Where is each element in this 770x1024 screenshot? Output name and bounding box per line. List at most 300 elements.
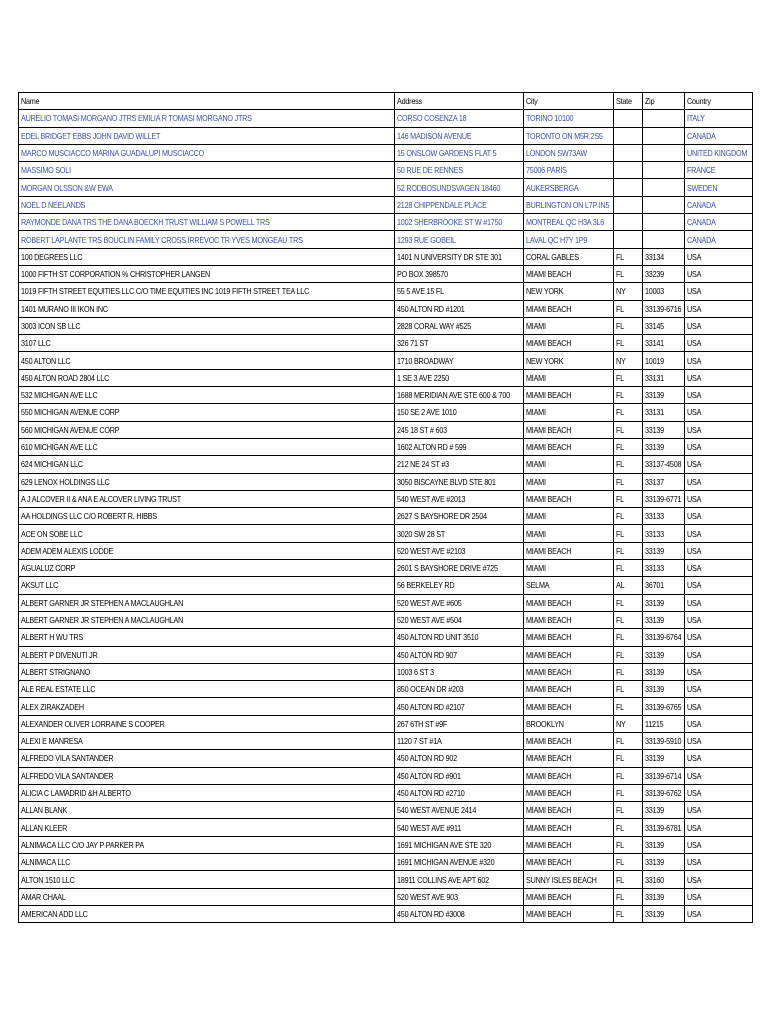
cell-city: MIAMI BEACH	[524, 300, 614, 317]
cell-name: ALBERT GARNER JR STEPHEN A MACLAUGHLAN	[19, 594, 395, 611]
cell-address: 1293 RUE GOBEIL	[395, 231, 524, 248]
cell-country: USA	[685, 681, 753, 698]
cell-name: 450 ALTON ROAD 2804 LLC	[19, 369, 395, 386]
table-row	[19, 629, 753, 646]
cell-address: 540 WEST AVE #911	[395, 819, 524, 836]
cell-zip: 33139-6771	[643, 490, 685, 507]
cell-state: FL	[614, 871, 643, 888]
cell-address: 450 ALTON RD #901	[395, 767, 524, 784]
cell-state	[614, 179, 643, 196]
cell-city: MIAMI BEACH	[524, 611, 614, 628]
cell-state: FL	[614, 888, 643, 905]
cell-state: FL	[614, 335, 643, 352]
cell-country: USA	[685, 473, 753, 490]
table-row	[19, 646, 753, 663]
cell-name: ALLAN KLEER	[19, 819, 395, 836]
cell-city: MIAMI	[524, 404, 614, 421]
cell-zip: 33133	[643, 560, 685, 577]
table-row	[19, 265, 753, 282]
header-country: Country	[685, 93, 753, 110]
cell-country: USA	[685, 560, 753, 577]
table-row	[19, 508, 753, 525]
cell-zip: 33133	[643, 525, 685, 542]
cell-city: NEW YORK	[524, 283, 614, 300]
cell-zip: 10003	[643, 283, 685, 300]
cell-state: FL	[614, 819, 643, 836]
cell-name: NOEL D NEELANDS	[19, 196, 395, 213]
cell-zip: 33134	[643, 248, 685, 265]
cell-country: USA	[685, 836, 753, 853]
cell-country: USA	[685, 387, 753, 404]
cell-address: 450 ALTON RD #2107	[395, 698, 524, 715]
cell-state	[614, 196, 643, 213]
cell-city: MIAMI BEACH	[524, 905, 614, 922]
table-row	[19, 162, 753, 179]
table-row	[19, 611, 753, 628]
cell-address: 18911 COLLINS AVE APT 602	[395, 871, 524, 888]
cell-address: 2828 CORAL WAY #525	[395, 317, 524, 334]
cell-city: MIAMI	[524, 317, 614, 334]
cell-address: 450 ALTON RD #1201	[395, 300, 524, 317]
cell-state: FL	[614, 905, 643, 922]
cell-city: TORINO 10100	[524, 110, 614, 127]
table-row	[19, 127, 753, 144]
cell-zip: 33139	[643, 888, 685, 905]
table-body	[19, 110, 753, 923]
table-row	[19, 525, 753, 542]
cell-zip: 33131	[643, 404, 685, 421]
cell-zip: 33141	[643, 335, 685, 352]
cell-state: FL	[614, 732, 643, 749]
cell-zip: 33139-6781	[643, 819, 685, 836]
table-row	[19, 179, 753, 196]
table-row	[19, 698, 753, 715]
cell-address: 212 NE 24 ST #3	[395, 456, 524, 473]
cell-country: CANADA	[685, 214, 753, 231]
cell-city: MIAMI BEACH	[524, 594, 614, 611]
cell-state: FL	[614, 525, 643, 542]
cell-name: ALBERT STRIGNANO	[19, 663, 395, 680]
cell-address: 245 18 ST # 603	[395, 421, 524, 438]
table-row	[19, 404, 753, 421]
table-row	[19, 784, 753, 801]
cell-state: FL	[614, 836, 643, 853]
cell-city: MIAMI BEACH	[524, 767, 614, 784]
cell-city: MIAMI BEACH	[524, 888, 614, 905]
cell-address: 150 SE 2 AVE 1010	[395, 404, 524, 421]
cell-city: MIAMI BEACH	[524, 784, 614, 801]
cell-country: USA	[685, 352, 753, 369]
cell-city: MIAMI BEACH	[524, 438, 614, 455]
table-row	[19, 456, 753, 473]
cell-country: USA	[685, 629, 753, 646]
cell-zip: 33139	[643, 594, 685, 611]
cell-name: ALEX ZIRAKZADEH	[19, 698, 395, 715]
cell-name: 3107 LLC	[19, 335, 395, 352]
cell-zip: 33139	[643, 854, 685, 871]
cell-name: 629 LENOX HOLDINGS LLC	[19, 473, 395, 490]
cell-address: PO BOX 398570	[395, 265, 524, 282]
cell-address: 267 6TH ST #9F	[395, 715, 524, 732]
table-row	[19, 663, 753, 680]
cell-state: NY	[614, 283, 643, 300]
cell-city: MIAMI BEACH	[524, 542, 614, 559]
table-row	[19, 387, 753, 404]
cell-country: USA	[685, 819, 753, 836]
cell-state: NY	[614, 715, 643, 732]
cell-country: ITALY	[685, 110, 753, 127]
cell-zip	[643, 127, 685, 144]
cell-address: 520 WEST AVE #605	[395, 594, 524, 611]
cell-city: MIAMI BEACH	[524, 819, 614, 836]
cell-country: USA	[685, 750, 753, 767]
cell-state: FL	[614, 698, 643, 715]
cell-address: 1602 ALTON RD # 599	[395, 438, 524, 455]
cell-address: 55 5 AVE 15 FL	[395, 283, 524, 300]
table-row	[19, 438, 753, 455]
cell-country: USA	[685, 715, 753, 732]
cell-city: MIAMI BEACH	[524, 681, 614, 698]
cell-address: 540 WEST AVE #2013	[395, 490, 524, 507]
cell-country: USA	[685, 421, 753, 438]
cell-country: CANADA	[685, 196, 753, 213]
cell-zip	[643, 179, 685, 196]
cell-zip: 33139-6716	[643, 300, 685, 317]
table-row	[19, 871, 753, 888]
cell-name: 1000 FIFTH ST CORPORATION % CHRISTOPHER LANGEN	[19, 265, 395, 282]
header-name: Name	[19, 93, 395, 110]
cell-city: BURLINGTON ON L7P IN5	[524, 196, 614, 213]
cell-country: USA	[685, 646, 753, 663]
cell-address: 1002 SHERBROOKE ST W #1750	[395, 214, 524, 231]
cell-name: AURELIO TOMASI MORGANO JTRS EMILIA R TOMASI MORGANO JTRS	[19, 110, 395, 127]
table-row	[19, 144, 753, 161]
cell-state	[614, 214, 643, 231]
cell-state: FL	[614, 767, 643, 784]
cell-city: MIAMI BEACH	[524, 490, 614, 507]
cell-zip: 33139	[643, 663, 685, 680]
cell-address: 540 WEST AVENUE 2414	[395, 802, 524, 819]
cell-address: 3050 BISCAYNE BLVD STE 801	[395, 473, 524, 490]
header-state: State	[614, 93, 643, 110]
cell-zip: 33139	[643, 750, 685, 767]
cell-city: LAVAL QC H7Y 1P9	[524, 231, 614, 248]
cell-address: 50 RUE DE RENNES	[395, 162, 524, 179]
cell-city: MIAMI BEACH	[524, 802, 614, 819]
header-address: Address	[395, 93, 524, 110]
table-row	[19, 854, 753, 871]
cell-zip: 33139	[643, 681, 685, 698]
cell-country: USA	[685, 767, 753, 784]
table-row	[19, 369, 753, 386]
cell-name: ROBERT LAPLANTE TRS BOUCLIN FAMILY CROSS IRREVOC TR YVES MONGEAU TRS	[19, 231, 395, 248]
owners-table	[18, 92, 753, 923]
cell-state: NY	[614, 352, 643, 369]
cell-country: USA	[685, 888, 753, 905]
cell-zip: 33139-6762	[643, 784, 685, 801]
cell-zip: 33139-6714	[643, 767, 685, 784]
header-zip: Zip	[643, 93, 685, 110]
cell-address: 450 ALTON RD UNIT 3510	[395, 629, 524, 646]
cell-city: SELMA	[524, 577, 614, 594]
cell-state: FL	[614, 369, 643, 386]
cell-zip: 33137	[643, 473, 685, 490]
cell-country: USA	[685, 283, 753, 300]
cell-zip: 33139	[643, 438, 685, 455]
cell-state: FL	[614, 421, 643, 438]
cell-zip: 33139	[643, 836, 685, 853]
cell-name: ALE REAL ESTATE LLC	[19, 681, 395, 698]
cell-name: ALFREDO VILA SANTANDER	[19, 767, 395, 784]
cell-zip: 33139	[643, 611, 685, 628]
cell-country: SWEDEN	[685, 179, 753, 196]
cell-country: USA	[685, 594, 753, 611]
cell-name: EDEL BRIDGET EBBS JOHN DAVID WILLET	[19, 127, 395, 144]
cell-zip: 33139	[643, 905, 685, 922]
table-row	[19, 594, 753, 611]
cell-address: 1003 6 ST 3	[395, 663, 524, 680]
cell-address: 1710 BROADWAY	[395, 352, 524, 369]
table-row	[19, 352, 753, 369]
cell-city: MONTREAL QC H3A 3L6	[524, 214, 614, 231]
cell-country: USA	[685, 663, 753, 680]
cell-city: SUNNY ISLES BEACH	[524, 871, 614, 888]
table-row	[19, 819, 753, 836]
cell-name: MARCO MUSCIACCO MARINA GUADALUPI MUSCIACCO	[19, 144, 395, 161]
cell-name: 532 MICHIGAN AVE LLC	[19, 387, 395, 404]
cell-name: ALNIMACA LLC C/O JAY P PARKER PA	[19, 836, 395, 853]
table-row	[19, 681, 753, 698]
cell-zip: 33239	[643, 265, 685, 282]
cell-country: FRANCE	[685, 162, 753, 179]
cell-city: MIAMI BEACH	[524, 629, 614, 646]
cell-name: MORGAN OLSSON &W EWA	[19, 179, 395, 196]
cell-name: ALBERT H WU TRS	[19, 629, 395, 646]
cell-country: USA	[685, 490, 753, 507]
cell-country: USA	[685, 577, 753, 594]
cell-state	[614, 127, 643, 144]
cell-city: MIAMI	[524, 560, 614, 577]
cell-state	[614, 110, 643, 127]
table-row	[19, 767, 753, 784]
cell-country: USA	[685, 404, 753, 421]
cell-city: 75006 PARIS	[524, 162, 614, 179]
cell-city: MIAMI	[524, 525, 614, 542]
cell-address: 1401 N UNIVERSITY DR STE 301	[395, 248, 524, 265]
cell-city: TORONTO ON M5R 2S5	[524, 127, 614, 144]
table-row	[19, 110, 753, 127]
cell-zip: 33145	[643, 317, 685, 334]
cell-state: FL	[614, 646, 643, 663]
table-row	[19, 317, 753, 334]
cell-name: AKSUT LLC	[19, 577, 395, 594]
cell-name: RAYMONDE DANA TRS THE DANA BOECKH TRUST WILLIAM S POWELL TRS	[19, 214, 395, 231]
cell-address: 52 RODBOSUNDSVAGEN 18460	[395, 179, 524, 196]
cell-name: AMAR CHAAL	[19, 888, 395, 905]
cell-city: MIAMI BEACH	[524, 698, 614, 715]
table-row	[19, 888, 753, 905]
cell-state: FL	[614, 404, 643, 421]
cell-state: FL	[614, 681, 643, 698]
cell-address: 1 SE 3 AVE 2250	[395, 369, 524, 386]
cell-city: CORAL GABLES	[524, 248, 614, 265]
cell-state: FL	[614, 629, 643, 646]
cell-country: CANADA	[685, 231, 753, 248]
cell-country: USA	[685, 542, 753, 559]
cell-address: 15 ONSLOW GARDENS FLAT 5	[395, 144, 524, 161]
cell-address: 450 ALTON RD 907	[395, 646, 524, 663]
cell-state: FL	[614, 300, 643, 317]
cell-zip: 33139-6764	[643, 629, 685, 646]
cell-state: FL	[614, 854, 643, 871]
cell-country: USA	[685, 369, 753, 386]
cell-state: FL	[614, 802, 643, 819]
cell-address: 1120 7 ST #1A	[395, 732, 524, 749]
cell-country: UNITED KINGDOM	[685, 144, 753, 161]
cell-city: MIAMI BEACH	[524, 663, 614, 680]
table-row	[19, 335, 753, 352]
cell-country: USA	[685, 456, 753, 473]
cell-name: ALFREDO VILA SANTANDER	[19, 750, 395, 767]
table-row	[19, 473, 753, 490]
cell-name: ALTON 1510 LLC	[19, 871, 395, 888]
cell-name: 560 MICHIGAN AVENUE CORP	[19, 421, 395, 438]
cell-name: 450 ALTON LLC	[19, 352, 395, 369]
cell-name: ACE ON SOBE LLC	[19, 525, 395, 542]
cell-city: MIAMI BEACH	[524, 854, 614, 871]
cell-city: MIAMI BEACH	[524, 836, 614, 853]
cell-name: ALBERT GARNER JR STEPHEN A MACLAUGHLAN	[19, 611, 395, 628]
cell-city: MIAMI BEACH	[524, 421, 614, 438]
cell-zip	[643, 214, 685, 231]
cell-address: 1688 MERIDIAN AVE STE 600 & 700	[395, 387, 524, 404]
cell-address: 56 BERKELEY RD	[395, 577, 524, 594]
cell-city: LONDON SW73AW	[524, 144, 614, 161]
cell-state: FL	[614, 387, 643, 404]
cell-country: USA	[685, 784, 753, 801]
cell-address: 450 ALTON RD 902	[395, 750, 524, 767]
cell-zip	[643, 231, 685, 248]
cell-state: FL	[614, 473, 643, 490]
cell-city: MIAMI BEACH	[524, 265, 614, 282]
cell-city: MIAMI	[524, 473, 614, 490]
table-row	[19, 196, 753, 213]
cell-country: USA	[685, 248, 753, 265]
cell-city: NEW YORK	[524, 352, 614, 369]
cell-name: ALBERT P DIVENUTI JR	[19, 646, 395, 663]
cell-zip: 33139-5910	[643, 732, 685, 749]
cell-zip	[643, 196, 685, 213]
table-row	[19, 905, 753, 922]
cell-state: FL	[614, 784, 643, 801]
cell-name: ALICIA C LAMADRID &H ALBERTO	[19, 784, 395, 801]
table-row	[19, 542, 753, 559]
cell-zip: 36701	[643, 577, 685, 594]
cell-state: FL	[614, 317, 643, 334]
cell-address: 450 ALTON RD #3008	[395, 905, 524, 922]
cell-city: MIAMI BEACH	[524, 387, 614, 404]
cell-state: FL	[614, 248, 643, 265]
cell-address: 2601 S BAYSHORE DRIVE #725	[395, 560, 524, 577]
cell-country: USA	[685, 300, 753, 317]
cell-address: 850 OCEAN DR #203	[395, 681, 524, 698]
cell-zip	[643, 162, 685, 179]
cell-name: ADEM ADEM ALEXIS LODDE	[19, 542, 395, 559]
cell-state: FL	[614, 438, 643, 455]
header-row	[19, 93, 753, 110]
cell-state	[614, 231, 643, 248]
cell-city: MIAMI BEACH	[524, 646, 614, 663]
cell-address: 1691 MICHIGAN AVENUE #320	[395, 854, 524, 871]
cell-state: FL	[614, 594, 643, 611]
cell-state: AL	[614, 577, 643, 594]
cell-address: 520 WEST AVE #504	[395, 611, 524, 628]
table-row	[19, 490, 753, 507]
cell-country: USA	[685, 525, 753, 542]
table-row	[19, 577, 753, 594]
cell-country: USA	[685, 317, 753, 334]
cell-address: 520 WEST AVE #2103	[395, 542, 524, 559]
cell-name: ALEXANDER OLIVER LORRAINE S COOPER	[19, 715, 395, 732]
cell-city: MIAMI	[524, 456, 614, 473]
header-city: City	[524, 93, 614, 110]
cell-city: MIAMI BEACH	[524, 335, 614, 352]
cell-zip: 33139	[643, 802, 685, 819]
cell-name: A J ALCOVER II & ANA E ALCOVER LIVING TRUST	[19, 490, 395, 507]
cell-name: AA HOLDINGS LLC C/O ROBERT R. HIBBS	[19, 508, 395, 525]
cell-name: 100 DEGREES LLC	[19, 248, 395, 265]
cell-name: ALEXI E MANRESA	[19, 732, 395, 749]
cell-address: 3020 SW 28 ST	[395, 525, 524, 542]
cell-address: 2627 S BAYSHORE DR 2504	[395, 508, 524, 525]
cell-country: USA	[685, 732, 753, 749]
cell-address: 520 WEST AVE 903	[395, 888, 524, 905]
cell-zip: 33139	[643, 646, 685, 663]
cell-state: FL	[614, 490, 643, 507]
table-row	[19, 300, 753, 317]
cell-name: AMERICAN ADD LLC	[19, 905, 395, 922]
table-row	[19, 836, 753, 853]
cell-name: 3003 ICON SB LLC	[19, 317, 395, 334]
table-row	[19, 248, 753, 265]
cell-zip: 33139	[643, 387, 685, 404]
cell-country: CANADA	[685, 127, 753, 144]
table-row	[19, 421, 753, 438]
cell-state: FL	[614, 611, 643, 628]
table-row	[19, 715, 753, 732]
table-row	[19, 750, 753, 767]
table-row	[19, 732, 753, 749]
cell-city: MIAMI BEACH	[524, 750, 614, 767]
cell-country: USA	[685, 508, 753, 525]
cell-name: 1401 MURANO III IKON INC	[19, 300, 395, 317]
cell-address: CORSO COSENZA 18	[395, 110, 524, 127]
cell-name: MASSIMO SOLI	[19, 162, 395, 179]
table-row	[19, 214, 753, 231]
table-row	[19, 802, 753, 819]
cell-name: 610 MICHIGAN AVE LLC	[19, 438, 395, 455]
cell-city: BROOKLYN	[524, 715, 614, 732]
cell-state: FL	[614, 750, 643, 767]
cell-city: MIAMI	[524, 369, 614, 386]
cell-country: USA	[685, 802, 753, 819]
cell-name: 1019 FIFTH STREET EQUITIES LLC C/O TIME EQUITIES INC 1019 FIFTH STREET TEA LLC	[19, 283, 395, 300]
cell-city: MIAMI	[524, 508, 614, 525]
cell-address: 450 ALTON RD #2710	[395, 784, 524, 801]
cell-zip: 10019	[643, 352, 685, 369]
cell-name: 550 MICHIGAN AVENUE CORP	[19, 404, 395, 421]
cell-zip	[643, 144, 685, 161]
